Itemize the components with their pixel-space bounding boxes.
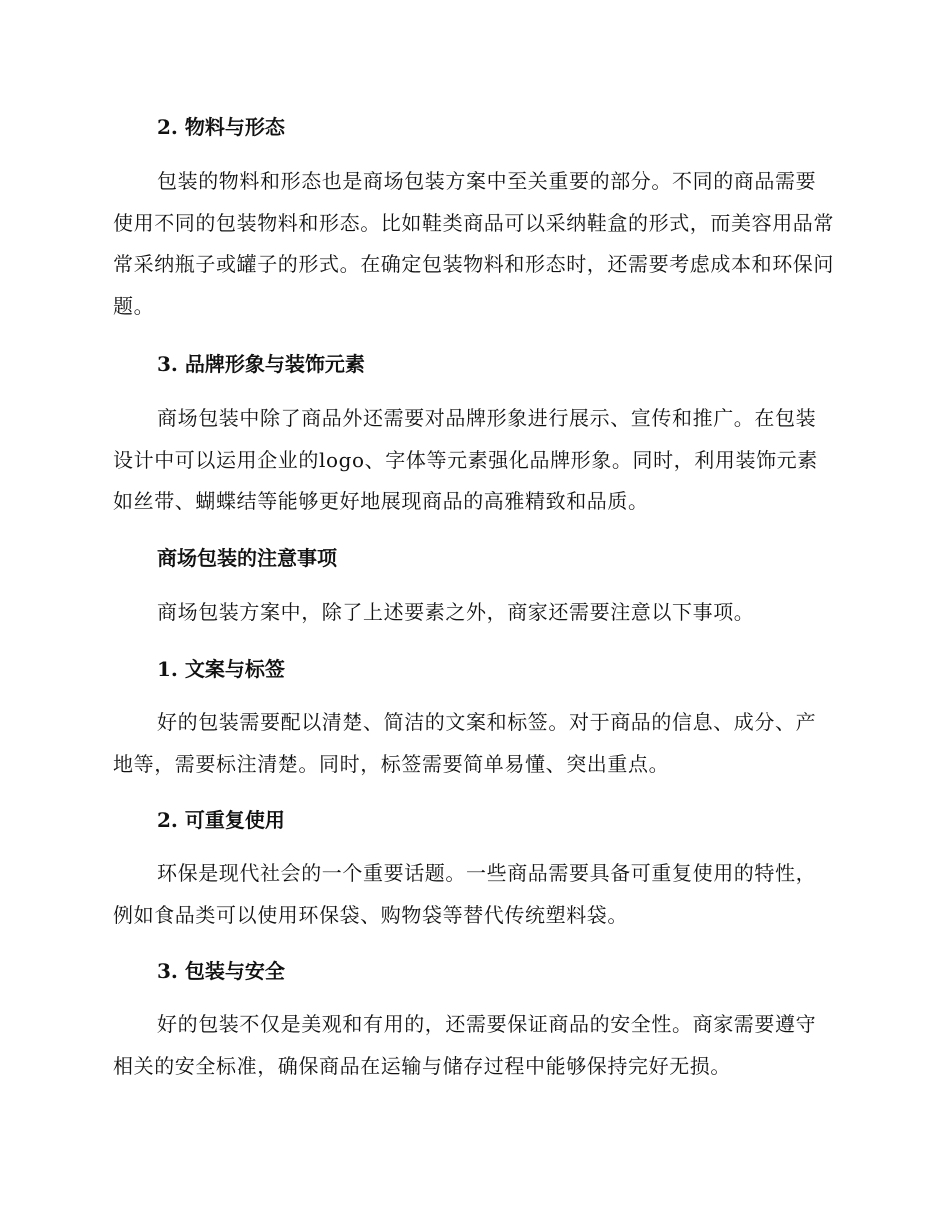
paragraph-label: 好的包装需要配以清楚、简洁的文案和标签。对于商品的信息、成分、产地等，需要标注清楚。同时，标签需要简单易懂、突出重点。	[113, 710, 817, 776]
paragraph-safety: 好的包装不仅是美观和有用的，还需要保证商品的安全性。商家需要遵守相关的安全标准，确保商品在运输与储存过程中能够保持完好无损。	[113, 1012, 817, 1078]
section-heading-brand: 3. 品牌形象与装饰元素	[157, 352, 365, 376]
paragraph-notes: 商场包装方案中，除了上述要素之外，商家还需要注意以下事项。	[157, 600, 755, 624]
section-heading-reuse: 2. 可重复使用	[157, 808, 285, 832]
section-heading-label: 1. 文案与标签	[157, 657, 285, 681]
paragraph-materials: 包装的物料和形态也是商场包装方案中至关重要的部分。不同的商品需要使用不同的包装物料和形态。比如鞋类商品可以采纳鞋盒的形式，而美容用品常常采纳瓶子或罐子的形式。在确定包装物料和形态时，还需要考虑成本和环保问题。	[113, 169, 834, 318]
section-heading-materials: 2. 物料与形态	[157, 115, 285, 139]
paragraph-brand: 商场包装中除了商品外还需要对品牌形象进行展示、宣传和推广。在包装设计中可以运用企业的logo、字体等元素强化品牌形象。同时，利用装饰元素如丝带、蝴蝶结等能够更好地展现商品的高雅精致和品质。	[113, 406, 818, 513]
section-heading-notes: 商场包装的注意事项	[157, 546, 337, 570]
paragraph-reuse: 环保是现代社会的一个重要话题。一些商品需要具备可重复使用的特性，例如食品类可以使用环保袋、购物袋等替代传统塑料袋。	[113, 861, 817, 927]
section-heading-safety: 3. 包装与安全	[157, 959, 285, 983]
